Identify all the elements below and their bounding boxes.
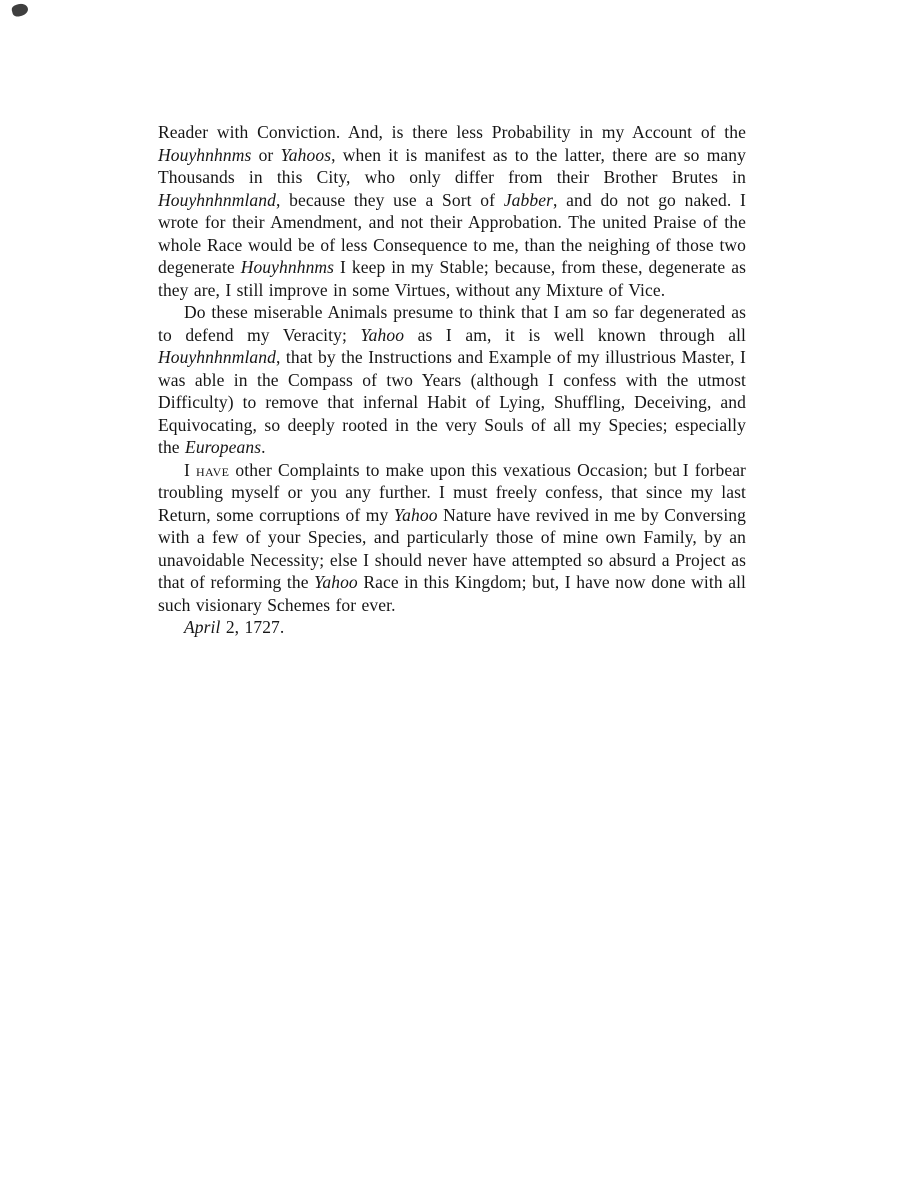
paragraph: Reader with Conviction. And, is there less Probability in my Account of the Houyhnhnms or Yahoos, when it is manifest as to the latter, there are so many Thousands in this City, who only differ from their Brother Brutes in Houyhnhnmland, because they use a Sort of Jabber, and do not go naked. I wrote for their Amendment, and not their Approbation. The united Praise of the whole Race would be of less Consequence to me, than the neighing of those two degenerate Houyhnhnms I keep in my Stable; because, from these, degenerate as they are, I still improve in some Virtues, without any Mixture of Vice. [158, 122, 746, 300]
page-text-block [158, 121, 746, 639]
paragraph: I have other Complaints to make upon this vexatious Occasion; but I forbear troubling myself or you any further. I must freely confess, that since my last Return, some corruptions of my Yahoo Nature have revived in me by Conversing with a few of your Species, and particularly those of mine own Family, by an unavoidable Necessity; else I should never have attempted so absurd a Project as that of reforming the Yahoo Race in this Kingdom; but, I have now done with all such visionary Schemes for ever. [158, 459, 747, 615]
scan-artifact [11, 2, 30, 18]
paragraph: April 2, 1727. [184, 617, 285, 637]
paragraph: Do these miserable Animals presume to think that I am so far degenerated as to defend my Veracity; Yahoo as I am, it is well known through all Houyhnhnmland, that by the Instructions and Example of my illustrious Master, I was able in the Compass of two Years (although I confess with the utmost Difficulty) to remove that infernal Habit of Lying, Shuffling, Deceiving, and Equivocating, so deeply rooted in the very Souls of all my Species; especially the Europeans. [158, 302, 746, 457]
